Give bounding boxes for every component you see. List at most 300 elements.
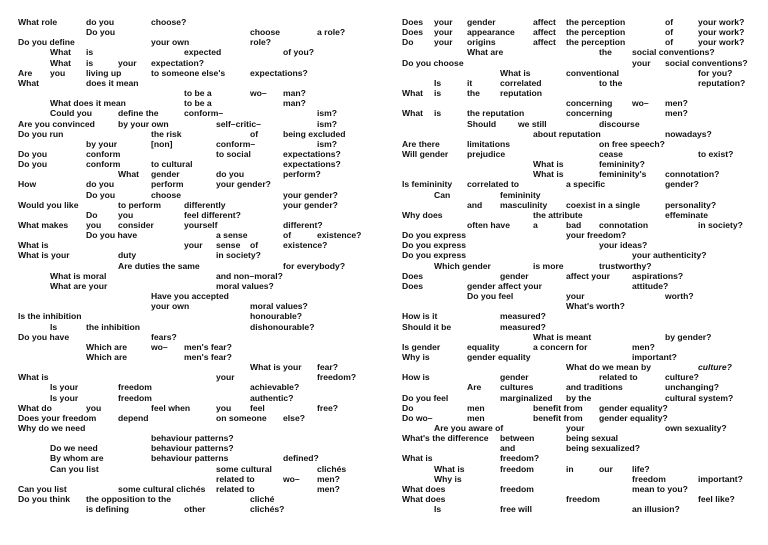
text-fragment: to exist? <box>698 148 734 159</box>
text-fragment: your freedom? <box>566 230 627 241</box>
text-line <box>0 291 384 301</box>
text-fragment: consider <box>118 220 154 230</box>
text-fragment: Do <box>86 209 98 220</box>
text-line <box>384 332 768 342</box>
text-line <box>384 159 768 169</box>
text-line <box>0 311 384 321</box>
text-fragment: femininity <box>500 189 541 200</box>
text-fragment: the perception <box>566 27 626 38</box>
text-line <box>384 190 768 200</box>
text-fragment: of you? <box>283 47 315 58</box>
text-fragment: Should <box>467 118 497 129</box>
text-fragment: Are duties the same <box>118 260 200 271</box>
text-line <box>0 342 384 352</box>
text-line <box>384 342 768 352</box>
text-line <box>384 108 768 118</box>
text-fragment: What's worth? <box>566 301 625 312</box>
text-fragment: Do <box>402 402 414 413</box>
text-fragment: yourself <box>184 220 218 230</box>
text-fragment: fear? <box>317 362 339 373</box>
text-fragment: perform <box>151 179 184 190</box>
text-fragment: on free speech? <box>599 138 665 149</box>
text-fragment: honourable? <box>250 311 303 322</box>
text-fragment: clichés? <box>250 504 285 515</box>
text-line <box>0 423 384 433</box>
text-fragment: by the <box>566 392 592 403</box>
text-fragment: Why is <box>434 473 462 484</box>
text-line <box>384 301 768 311</box>
text-fragment: in society? <box>216 250 261 261</box>
text-fragment: a concern for <box>533 341 588 352</box>
text-fragment: correlated <box>500 77 542 88</box>
text-fragment: differently <box>184 199 226 210</box>
text-fragment: freedom <box>500 483 534 494</box>
text-fragment: defined? <box>283 453 319 464</box>
text-line <box>384 504 768 514</box>
text-line <box>384 372 768 382</box>
text-fragment: gender <box>500 372 529 383</box>
text-line <box>0 261 384 271</box>
text-line <box>0 362 384 372</box>
text-fragment: [non] <box>151 138 173 149</box>
text-line <box>384 220 768 230</box>
text-fragment: expected <box>184 47 222 58</box>
text-fragment: do you <box>216 169 245 180</box>
text-fragment: the <box>599 47 612 58</box>
text-line <box>0 98 384 108</box>
text-fragment: discourse <box>599 118 640 129</box>
text-fragment: men <box>467 412 485 423</box>
text-line <box>0 382 384 392</box>
text-line <box>0 504 384 514</box>
text-fragment: What are <box>467 47 504 58</box>
text-line <box>0 179 384 189</box>
text-fragment: of <box>250 240 259 251</box>
text-fragment: wo– <box>632 98 649 109</box>
text-fragment: being sexualized? <box>566 443 641 454</box>
text-fragment: you <box>86 402 102 413</box>
text-fragment: your <box>566 291 585 302</box>
text-fragment: measured? <box>500 321 546 332</box>
text-fragment: is <box>86 47 94 58</box>
text-fragment: the <box>467 88 480 99</box>
text-fragment: origins <box>467 37 496 48</box>
text-fragment: masculinity <box>500 199 548 210</box>
text-fragment: man? <box>283 98 306 109</box>
text-fragment: conform– <box>216 138 256 149</box>
text-line <box>0 78 384 88</box>
text-fragment: your <box>216 372 235 383</box>
text-fragment: men? <box>317 483 340 494</box>
text-fragment: Is <box>434 504 442 515</box>
text-fragment: Do you run <box>18 128 64 139</box>
text-fragment: expectation? <box>151 57 205 68</box>
text-fragment: your ideas? <box>599 240 648 251</box>
text-line <box>0 443 384 453</box>
text-line <box>0 200 384 210</box>
text-fragment: freedom? <box>317 372 357 383</box>
text-fragment: other <box>184 504 206 515</box>
text-fragment: own sexuality? <box>665 423 727 433</box>
text-line <box>0 88 384 98</box>
text-fragment: men? <box>632 341 655 352</box>
text-fragment: you <box>216 402 232 413</box>
text-line <box>384 68 768 78</box>
text-line <box>0 27 384 37</box>
text-fragment: we still <box>518 118 547 129</box>
text-line <box>0 37 384 47</box>
text-line <box>384 474 768 484</box>
text-fragment: cultural system? <box>665 392 734 403</box>
text-fragment: freedom <box>500 463 534 474</box>
text-fragment: your <box>434 27 453 38</box>
text-line <box>384 98 768 108</box>
text-fragment: gender? <box>665 179 699 190</box>
text-line <box>384 17 768 27</box>
text-line <box>0 332 384 342</box>
text-fragment: freedom? <box>500 453 540 464</box>
text-fragment: What <box>18 77 40 88</box>
text-line <box>0 352 384 362</box>
text-fragment: your <box>632 57 651 68</box>
text-fragment: man? <box>283 88 306 99</box>
text-fragment: Why do we need <box>18 423 86 433</box>
text-fragment: Do <box>402 37 414 48</box>
text-line <box>384 403 768 413</box>
text-fragment: social conventions? <box>632 47 715 58</box>
text-fragment: behaviour patterns? <box>151 443 234 454</box>
text-fragment: gender <box>467 17 496 27</box>
text-line <box>384 453 768 463</box>
text-fragment: gender <box>500 270 529 281</box>
text-line <box>384 423 768 433</box>
text-line <box>384 261 768 271</box>
text-fragment: What does <box>402 483 446 494</box>
text-fragment: by your own <box>118 118 169 129</box>
text-fragment: trustworthy? <box>599 260 652 271</box>
text-fragment: your <box>184 240 203 251</box>
text-line <box>384 322 768 332</box>
text-fragment: our <box>599 463 613 474</box>
text-fragment: benefit from <box>533 412 583 423</box>
text-fragment: appearance <box>467 27 515 38</box>
text-fragment: men's fear? <box>184 341 232 352</box>
text-line <box>0 68 384 78</box>
text-fragment: living up <box>86 67 122 78</box>
text-fragment: behaviour patterns? <box>151 433 234 444</box>
text-fragment: different? <box>283 220 323 230</box>
text-line <box>0 403 384 413</box>
text-fragment: ism? <box>317 138 338 149</box>
text-fragment: conform <box>86 159 121 170</box>
text-fragment: the perception <box>566 17 626 27</box>
text-fragment: Which are <box>86 341 128 352</box>
text-fragment: Does <box>402 17 424 27</box>
text-fragment: social conventions? <box>665 57 748 68</box>
text-line <box>384 78 768 88</box>
text-fragment: Can you list <box>50 463 99 474</box>
text-fragment: is defining <box>86 504 129 515</box>
text-fragment: conform– <box>184 108 224 119</box>
text-fragment: Do you think <box>18 494 71 505</box>
text-line <box>0 474 384 484</box>
text-fragment: free will <box>500 504 532 515</box>
text-fragment: femininity? <box>599 159 645 170</box>
text-fragment: feel when <box>151 402 191 413</box>
text-fragment: you <box>118 209 134 220</box>
text-line <box>384 149 768 159</box>
text-fragment: your own <box>151 301 190 312</box>
text-fragment: attitude? <box>632 280 669 291</box>
text-line <box>0 139 384 149</box>
text-fragment: the perception <box>566 37 626 48</box>
text-fragment: ism? <box>317 108 338 119</box>
text-fragment: of <box>250 128 259 139</box>
text-line <box>384 311 768 321</box>
text-fragment: dishonourable? <box>250 321 315 332</box>
text-fragment: affect <box>533 27 556 38</box>
text-fragment: What is <box>434 463 465 474</box>
text-fragment: and non–moral? <box>216 270 283 281</box>
text-line <box>384 47 768 57</box>
text-fragment: to someone else's <box>151 67 226 78</box>
text-fragment: freedom <box>566 494 600 505</box>
text-fragment: is more <box>533 260 564 271</box>
text-fragment: What does <box>402 494 446 505</box>
text-fragment: life? <box>632 463 650 474</box>
text-line <box>0 149 384 159</box>
text-line <box>384 393 768 403</box>
text-fragment: Which gender <box>434 260 491 271</box>
text-fragment: authentic? <box>250 392 294 403</box>
text-fragment: to the <box>599 77 623 88</box>
text-fragment: What <box>402 108 424 119</box>
text-fragment: What is <box>500 67 531 78</box>
text-fragment: What does it mean <box>50 98 126 109</box>
text-line <box>384 413 768 423</box>
text-fragment: equality <box>467 341 500 352</box>
text-fragment: about reputation <box>533 128 601 139</box>
text-fragment: Does <box>402 280 424 291</box>
text-fragment: cliché <box>250 494 275 505</box>
text-fragment: your own <box>151 37 190 48</box>
text-fragment: Do you have <box>18 331 70 342</box>
text-fragment: behaviour patterns <box>151 453 229 464</box>
text-fragment: a sense <box>216 230 248 241</box>
text-fragment: is <box>434 88 442 99</box>
text-fragment: feel <box>250 402 265 413</box>
text-line <box>0 129 384 139</box>
text-fragment: your work? <box>698 37 745 48</box>
text-line <box>384 250 768 260</box>
text-line <box>0 484 384 494</box>
text-line <box>0 281 384 291</box>
text-line <box>0 250 384 260</box>
text-fragment: choose <box>151 189 182 200</box>
text-fragment: your <box>118 57 137 68</box>
text-line <box>384 352 768 362</box>
text-fragment: personality? <box>665 199 717 210</box>
text-fragment: is <box>86 57 94 68</box>
text-fragment: in <box>566 463 574 474</box>
text-line <box>0 301 384 311</box>
text-fragment: duty <box>118 250 137 261</box>
text-fragment: unchanging? <box>665 382 719 393</box>
text-fragment: What is <box>18 240 49 251</box>
text-line <box>0 210 384 220</box>
text-fragment: What <box>118 169 140 180</box>
text-line <box>0 230 384 240</box>
text-fragment: concerning <box>566 98 613 109</box>
text-fragment: the inhibition <box>86 321 140 332</box>
text-fragment: to social <box>216 148 251 159</box>
text-fragment: What <box>50 57 72 68</box>
text-fragment: is <box>434 108 442 119</box>
text-fragment: wo– <box>151 341 168 352</box>
text-fragment: your <box>434 17 453 27</box>
text-fragment: related to <box>599 372 638 383</box>
text-fragment: your gender? <box>216 179 271 190</box>
text-line <box>384 129 768 139</box>
text-fragment: depend <box>118 412 149 423</box>
text-fragment: the opposition to the <box>86 494 171 505</box>
text-fragment: between <box>500 433 535 444</box>
text-fragment: affect <box>533 37 556 48</box>
text-fragment: important? <box>632 351 677 362</box>
text-fragment: choose <box>250 27 281 38</box>
text-fragment: Does <box>402 270 424 281</box>
text-fragment: Do you define <box>18 37 75 48</box>
text-line <box>0 169 384 179</box>
text-fragment: men? <box>317 473 340 484</box>
text-line <box>0 393 384 403</box>
text-fragment: What is <box>533 159 564 170</box>
text-fragment: Is gender <box>402 341 441 352</box>
text-fragment: existence? <box>283 240 328 251</box>
text-fragment: does it mean <box>86 77 139 88</box>
text-fragment: What <box>402 88 424 99</box>
text-fragment: ism? <box>317 118 338 129</box>
text-fragment: to be a <box>184 98 212 109</box>
text-fragment: to perform <box>118 199 161 210</box>
text-line <box>384 200 768 210</box>
text-fragment: Which are <box>86 351 128 362</box>
text-fragment: By whom are <box>50 453 104 464</box>
text-fragment: free? <box>317 402 339 413</box>
text-fragment: Are you aware of <box>434 423 504 433</box>
text-fragment: Is the inhibition <box>18 311 82 322</box>
text-fragment: Why does <box>402 209 443 220</box>
text-line <box>384 271 768 281</box>
text-fragment: self–critic– <box>216 118 261 129</box>
text-fragment: fears? <box>151 331 177 342</box>
text-fragment: and <box>467 199 483 210</box>
text-fragment: What role <box>18 17 58 27</box>
text-line <box>0 119 384 129</box>
text-fragment: reputation? <box>698 77 746 88</box>
text-fragment: and <box>500 443 516 454</box>
text-line <box>384 58 768 68</box>
text-line <box>384 362 768 372</box>
text-fragment: Is your <box>50 382 79 393</box>
text-fragment: Have you accepted <box>151 291 229 302</box>
text-fragment: Do you have <box>86 230 138 241</box>
text-fragment: reputation <box>500 88 543 99</box>
text-fragment: Does your freedom <box>18 412 97 423</box>
text-fragment: you <box>50 67 66 78</box>
text-fragment: important? <box>698 473 743 484</box>
text-line <box>384 37 768 47</box>
text-fragment: Do you feel <box>467 291 514 302</box>
text-fragment: the attribute <box>533 209 583 220</box>
text-fragment: to cultural <box>151 159 193 170</box>
text-fragment: Should it be <box>402 321 452 332</box>
text-line <box>0 17 384 27</box>
text-line <box>384 240 768 250</box>
text-fragment: men <box>467 402 485 413</box>
text-fragment: of <box>665 27 674 38</box>
text-line <box>384 230 768 240</box>
text-fragment: for everybody? <box>283 260 346 271</box>
text-fragment: What is meant <box>533 331 592 342</box>
text-line <box>384 210 768 220</box>
text-fragment: a role? <box>317 27 346 38</box>
text-fragment: gender <box>151 169 180 180</box>
text-line <box>0 58 384 68</box>
text-fragment: by gender? <box>665 331 712 342</box>
text-fragment: feel like? <box>698 494 735 505</box>
text-fragment: your gender? <box>283 189 338 200</box>
text-fragment: Would you like <box>18 199 79 210</box>
text-fragment: cultures <box>500 382 534 393</box>
text-line <box>0 372 384 382</box>
text-fragment: Are <box>18 67 33 78</box>
text-fragment: prejudice <box>467 148 506 159</box>
text-fragment: your work? <box>698 17 745 27</box>
text-fragment: Do you <box>18 159 48 170</box>
text-fragment: Are you convinced <box>18 118 95 129</box>
text-fragment: gender equality? <box>599 412 668 423</box>
text-fragment: the risk <box>151 128 182 139</box>
text-fragment: wo– <box>283 473 300 484</box>
text-fragment: sense <box>216 240 241 251</box>
text-fragment: the reputation <box>467 108 525 119</box>
text-fragment: being excluded <box>283 128 346 139</box>
text-fragment: What is <box>402 453 433 464</box>
text-fragment: What are your <box>50 280 108 291</box>
text-fragment: Do you <box>86 189 116 200</box>
text-fragment: Is <box>434 77 442 88</box>
text-fragment: your gender? <box>283 199 338 210</box>
text-line <box>0 190 384 200</box>
text-line <box>384 88 768 98</box>
text-fragment: Does <box>402 27 424 38</box>
text-fragment: measured? <box>500 311 546 322</box>
text-fragment: correlated to <box>467 179 520 190</box>
text-line <box>384 443 768 453</box>
text-fragment: Is your <box>50 392 79 403</box>
text-fragment: moral values? <box>250 301 308 312</box>
text-fragment: some cultural clichés <box>118 483 206 494</box>
text-line <box>0 220 384 230</box>
text-line <box>0 413 384 423</box>
text-line <box>0 159 384 169</box>
text-fragment: define the <box>118 108 159 119</box>
text-fragment: your <box>434 37 453 48</box>
text-fragment: What's the difference <box>402 433 489 444</box>
text-fragment: freedom <box>118 392 152 403</box>
text-fragment: for you? <box>698 67 733 78</box>
